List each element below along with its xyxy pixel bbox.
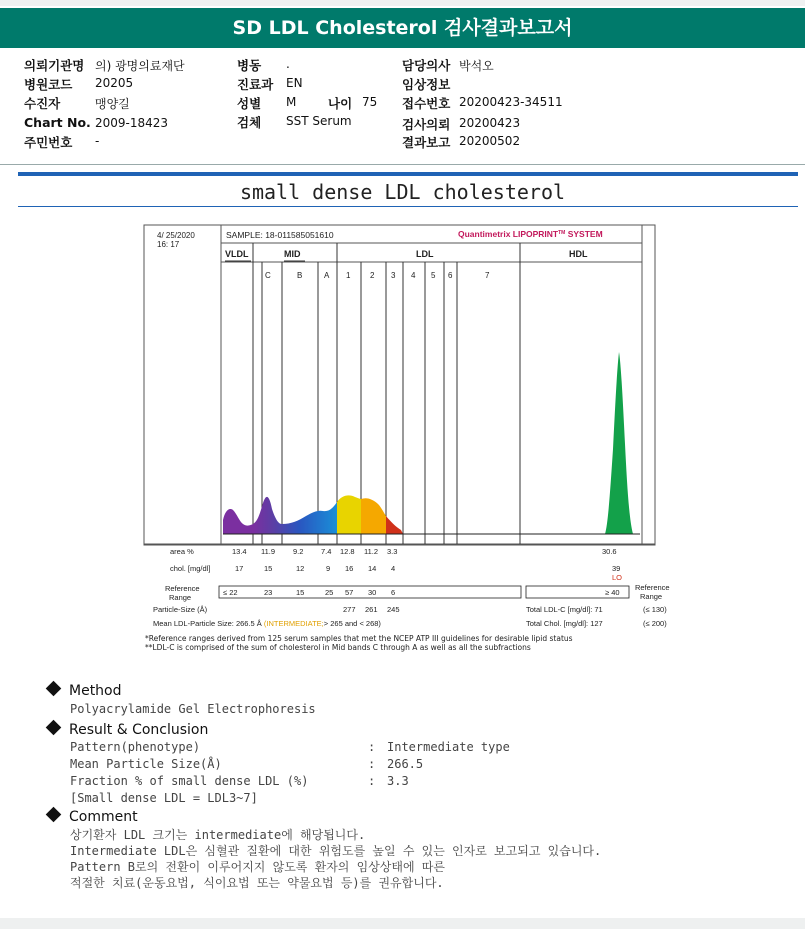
diamond-bullet-icon bbox=[46, 720, 62, 736]
area-hdl: 30.6 bbox=[602, 547, 617, 556]
peak-ldl3 bbox=[386, 516, 403, 534]
method-heading: Method bbox=[48, 683, 122, 699]
label-specimen: 검체 bbox=[237, 115, 262, 130]
area-ldl2: 11.2 bbox=[364, 547, 379, 556]
area-b: 9.2 bbox=[293, 547, 304, 556]
comment-line: Pattern B로의 전환이 이루어지지 않도록 환자의 임상상태에 따른 bbox=[70, 860, 445, 874]
diamond-bullet-icon bbox=[46, 807, 62, 823]
ref-label-hdl-1: Reference bbox=[635, 583, 670, 592]
label-ward: 병동 bbox=[237, 58, 262, 73]
mean-ldl-particle-size: Mean LDL-Particle Size: 266.5 Å (INTERMEDIATE;> 265 and < 268) bbox=[153, 619, 381, 628]
total-ldl-ref: (≤ 130) bbox=[643, 605, 667, 614]
value-age: 75 bbox=[362, 95, 378, 109]
label-chart-no: Chart No. bbox=[24, 115, 91, 130]
band-a: A bbox=[324, 271, 330, 280]
note-ldl-c: **LDL-C is comprised of the sum of cholesterol in Mid bands C through A as well as all the subfractions bbox=[145, 643, 531, 652]
chol-hdl: 39 bbox=[612, 564, 621, 573]
result-key-pattern: Pattern(phenotype) bbox=[70, 740, 201, 754]
lipoprint-brand: Quantimetrix LIPOPRINT™ SYSTEM bbox=[458, 229, 603, 239]
label-accession-no: 접수번호 bbox=[402, 96, 451, 111]
note-reference-ranges: *Reference ranges derived from 125 serum samples that met the NCEP ATP III guidelines for desirable lipid status bbox=[145, 634, 573, 643]
band-4: 4 bbox=[411, 271, 416, 280]
group-vldl: VLDL bbox=[225, 249, 249, 259]
lipoprint-sample: SAMPLE: 18-011585051610 bbox=[226, 230, 334, 240]
value-report-date: 20200502 bbox=[459, 134, 521, 148]
chol-c: 15 bbox=[264, 564, 273, 573]
value-hospital-code: 20205 bbox=[95, 76, 134, 90]
ref-b: 15 bbox=[296, 588, 305, 597]
result-colon: : bbox=[368, 740, 376, 754]
band-c: C bbox=[265, 271, 271, 280]
label-doctor: 담당의사 bbox=[402, 58, 451, 73]
ref-ldl3: 6 bbox=[391, 588, 396, 597]
group-mid: MID bbox=[284, 249, 301, 259]
particle-size-label: Particle-Size (Å) bbox=[153, 605, 208, 614]
result-heading: Result & Conclusion bbox=[48, 722, 208, 738]
value-chart-no: 2009-18423 bbox=[95, 116, 169, 130]
chol-a: 9 bbox=[326, 564, 331, 573]
chol-vldl: 17 bbox=[235, 564, 244, 573]
group-ldl: LDL bbox=[416, 249, 434, 259]
ref-a: 25 bbox=[325, 588, 334, 597]
peak-ldl1 bbox=[337, 495, 361, 534]
total-ldl-label: Total LDL-C [mg/dl]: 71 bbox=[526, 605, 603, 614]
band-boundaries bbox=[253, 243, 520, 544]
comment-line: 적절한 치료(운동요법, 식이요법 또는 약물요법 등)를 권유합니다. bbox=[70, 876, 444, 890]
peak-hdl bbox=[605, 352, 633, 534]
lipoprint-report bbox=[143, 224, 670, 656]
result-value-pattern: Intermediate type bbox=[387, 740, 510, 754]
result-value-fraction: 3.3 bbox=[387, 774, 409, 788]
value-resident-no: - bbox=[95, 134, 100, 148]
particle-size-ldl2: 261 bbox=[365, 605, 378, 614]
label-sex: 성별 bbox=[237, 96, 262, 111]
peak-vldl bbox=[223, 509, 253, 534]
label-patient: 수진자 bbox=[24, 96, 61, 111]
band-b: B bbox=[297, 271, 303, 280]
value-doctor: 박석오 bbox=[459, 59, 494, 73]
ref-vldl: ≤ 22 bbox=[223, 588, 238, 597]
peaks bbox=[223, 352, 640, 534]
area-vldl: 13.4 bbox=[232, 547, 247, 556]
lipoprint-notes bbox=[145, 634, 573, 652]
row-label-chol: chol. [mg/dl] bbox=[170, 564, 211, 573]
section-divider bbox=[18, 172, 798, 176]
comment-heading: Comment bbox=[48, 809, 138, 825]
label-department: 진료과 bbox=[237, 77, 274, 92]
comment-line: Intermediate LDL은 심혈관 질환에 대한 위험도를 높일 수 있는 인자로 보고되고 있습니다. bbox=[70, 844, 602, 858]
value-specimen: SST Serum bbox=[286, 114, 352, 128]
ref-ldl2: 30 bbox=[368, 588, 377, 597]
chol-b: 12 bbox=[296, 564, 305, 573]
band-1: 1 bbox=[346, 271, 351, 280]
lipoprint-date: 4/ 25/2020 bbox=[157, 231, 195, 240]
area-ldl3: 3.3 bbox=[387, 547, 398, 556]
ref-hdl: ≥ 40 bbox=[605, 588, 620, 597]
chart-section-title: small dense LDL cholesterol bbox=[239, 180, 566, 204]
patient-info bbox=[0, 52, 805, 165]
band-7: 7 bbox=[485, 271, 490, 280]
chol-ldl3: 4 bbox=[391, 564, 396, 573]
method-text: Polyacrylamide Gel Electrophoresis bbox=[70, 702, 316, 716]
ref-label-hdl-2: Range bbox=[640, 592, 663, 601]
value-request-date: 20200423 bbox=[459, 116, 521, 130]
chol-ldl1: 16 bbox=[345, 564, 354, 573]
section-underline bbox=[18, 206, 798, 207]
ref-c: 23 bbox=[264, 588, 273, 597]
result-note: [Small dense LDL = LDL3~7] bbox=[70, 791, 258, 805]
band-5: 5 bbox=[431, 271, 436, 280]
total-chol-ref: (≤ 200) bbox=[643, 619, 667, 628]
label-clinical-info: 임상정보 bbox=[402, 77, 451, 92]
result-colon: : bbox=[368, 774, 376, 788]
label-report-date: 결과보고 bbox=[402, 135, 451, 150]
comment-line: 상기환자 LDL 크기는 intermediate에 해당됩니다. bbox=[70, 828, 366, 842]
row-label-area: area % bbox=[170, 547, 194, 556]
band-2: 2 bbox=[370, 271, 375, 280]
value-sex: M bbox=[286, 95, 297, 109]
chol-ldl2: 14 bbox=[368, 564, 377, 573]
band-3: 3 bbox=[391, 271, 396, 280]
ref-label-1: Reference bbox=[165, 584, 200, 593]
top-strip bbox=[0, 0, 805, 6]
band-6: 6 bbox=[448, 271, 453, 280]
ref-label-2: Range bbox=[169, 593, 192, 602]
particle-size-ldl1: 277 bbox=[343, 605, 356, 614]
group-hdl: HDL bbox=[569, 249, 588, 259]
area-ldl1: 12.8 bbox=[340, 547, 355, 556]
diamond-bullet-icon bbox=[46, 681, 62, 697]
value-accession-no: 20200423-34511 bbox=[459, 95, 563, 109]
peak-mid bbox=[253, 497, 337, 534]
result-colon: : bbox=[368, 757, 376, 771]
lipoprint-time: 16: 17 bbox=[157, 240, 180, 249]
result-key-fraction: Fraction % of small dense LDL (%) bbox=[70, 774, 309, 788]
peak-ldl2 bbox=[361, 498, 386, 534]
label-hospital-code: 병원코드 bbox=[24, 77, 73, 92]
label-request-date: 검사의뢰 bbox=[402, 117, 451, 132]
label-age: 나이 bbox=[328, 96, 353, 111]
total-chol-label: Total Chol. [mg/dl]: 127 bbox=[526, 619, 603, 628]
label-institution: 의뢰기관명 bbox=[24, 58, 85, 73]
result-key-size: Mean Particle Size(Å) bbox=[70, 757, 222, 771]
bottom-strip bbox=[0, 918, 805, 929]
value-department: EN bbox=[286, 76, 303, 90]
ref-ldl1: 57 bbox=[345, 588, 354, 597]
electrophoresis-chart bbox=[143, 224, 670, 656]
value-ward: . bbox=[286, 57, 290, 71]
area-c: 11.9 bbox=[261, 547, 276, 556]
report-title: SD LDL Cholesterol 검사결과보고서 bbox=[0, 8, 805, 48]
chol-hdl-flag: LO bbox=[612, 573, 623, 582]
label-resident-no: 주민번호 bbox=[24, 135, 73, 150]
result-value-size: 266.5 bbox=[387, 757, 424, 771]
value-patient: 맹양길 bbox=[95, 97, 130, 111]
particle-size-ldl3: 245 bbox=[387, 605, 400, 614]
data-table bbox=[153, 547, 670, 628]
area-a: 7.4 bbox=[321, 547, 332, 556]
value-institution: 의) 광명의료재단 bbox=[95, 59, 185, 73]
